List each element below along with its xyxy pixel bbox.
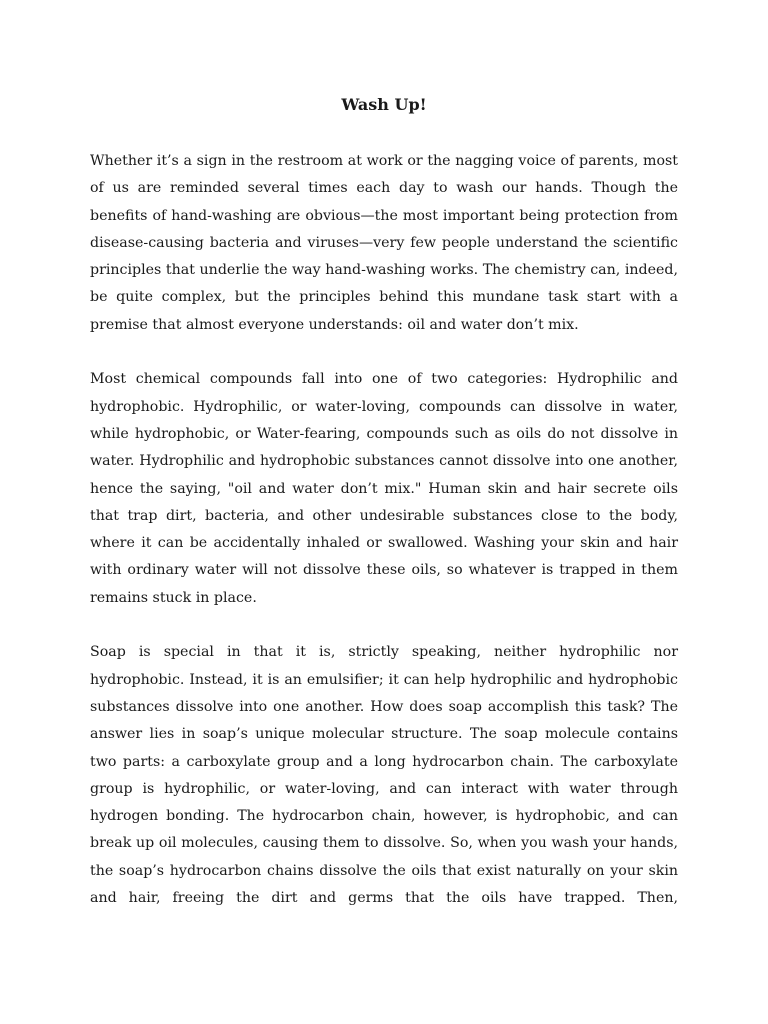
paragraph-2: Most chemical compounds fall into one of two categories: Hydrophilic and hydrophobic. Hydrophilic, or water-loving, compounds can dissolve in water, while hydrophobic, or Water-fearing, compounds such as oils do not dissolve in water. Hydrophilic and hydrophobic substances cannot dissolve into one another, hence the saying, "oil and water don’t mix." Human skin and hair secrete oils that trap dirt, bacteria, and other undesirable substances close to the body, where it can be accidentally inhaled or swallowed. Washing your skin and hair with ordinary water will not dissolve these oils, so whatever is trapped in them remains stuck in place. (90, 371, 678, 606)
paragraph-1: Whether it’s a sign in the restroom at work or the nagging voice of parents, most of us are reminded several times each day to wash our hands. Though the benefits of hand-washing are obvious—the most important being protection from disease-causing bacteria and viruses—very few people understand the scientific principles that underlie the way hand-washing works. The chemistry can, indeed, be quite complex, but the principles behind this mundane task start with a premise that almost everyone understands: oil and water don’t mix. (90, 153, 678, 333)
paragraph-3: Soap is special in that it is, strictly speaking, neither hydrophilic nor hydrophobic. Instead, it is an emulsifier; it can help hydrophilic and hydrophobic substances dissolve into one another. How does soap accomplish this task? The answer lies in soap’s unique molecular structure. The soap molecule contains two parts: a carboxylate group and a long hydrocarbon chain. The carboxylate group is hydrophilic, or water-loving, and can interact with water through hydrogen bonding. The hydrocarbon chain, however, is hydrophobic, and can break up oil molecules, causing them to dissolve. So, when you wash your hands, the soap’s hydrocarbon chains dissolve the oils that exist naturally on your skin and hair, freeing the dirt and germs that the oils have trapped. Then, (90, 644, 678, 907)
document-title: Wash Up! (341, 95, 427, 114)
document-body (90, 148, 678, 940)
